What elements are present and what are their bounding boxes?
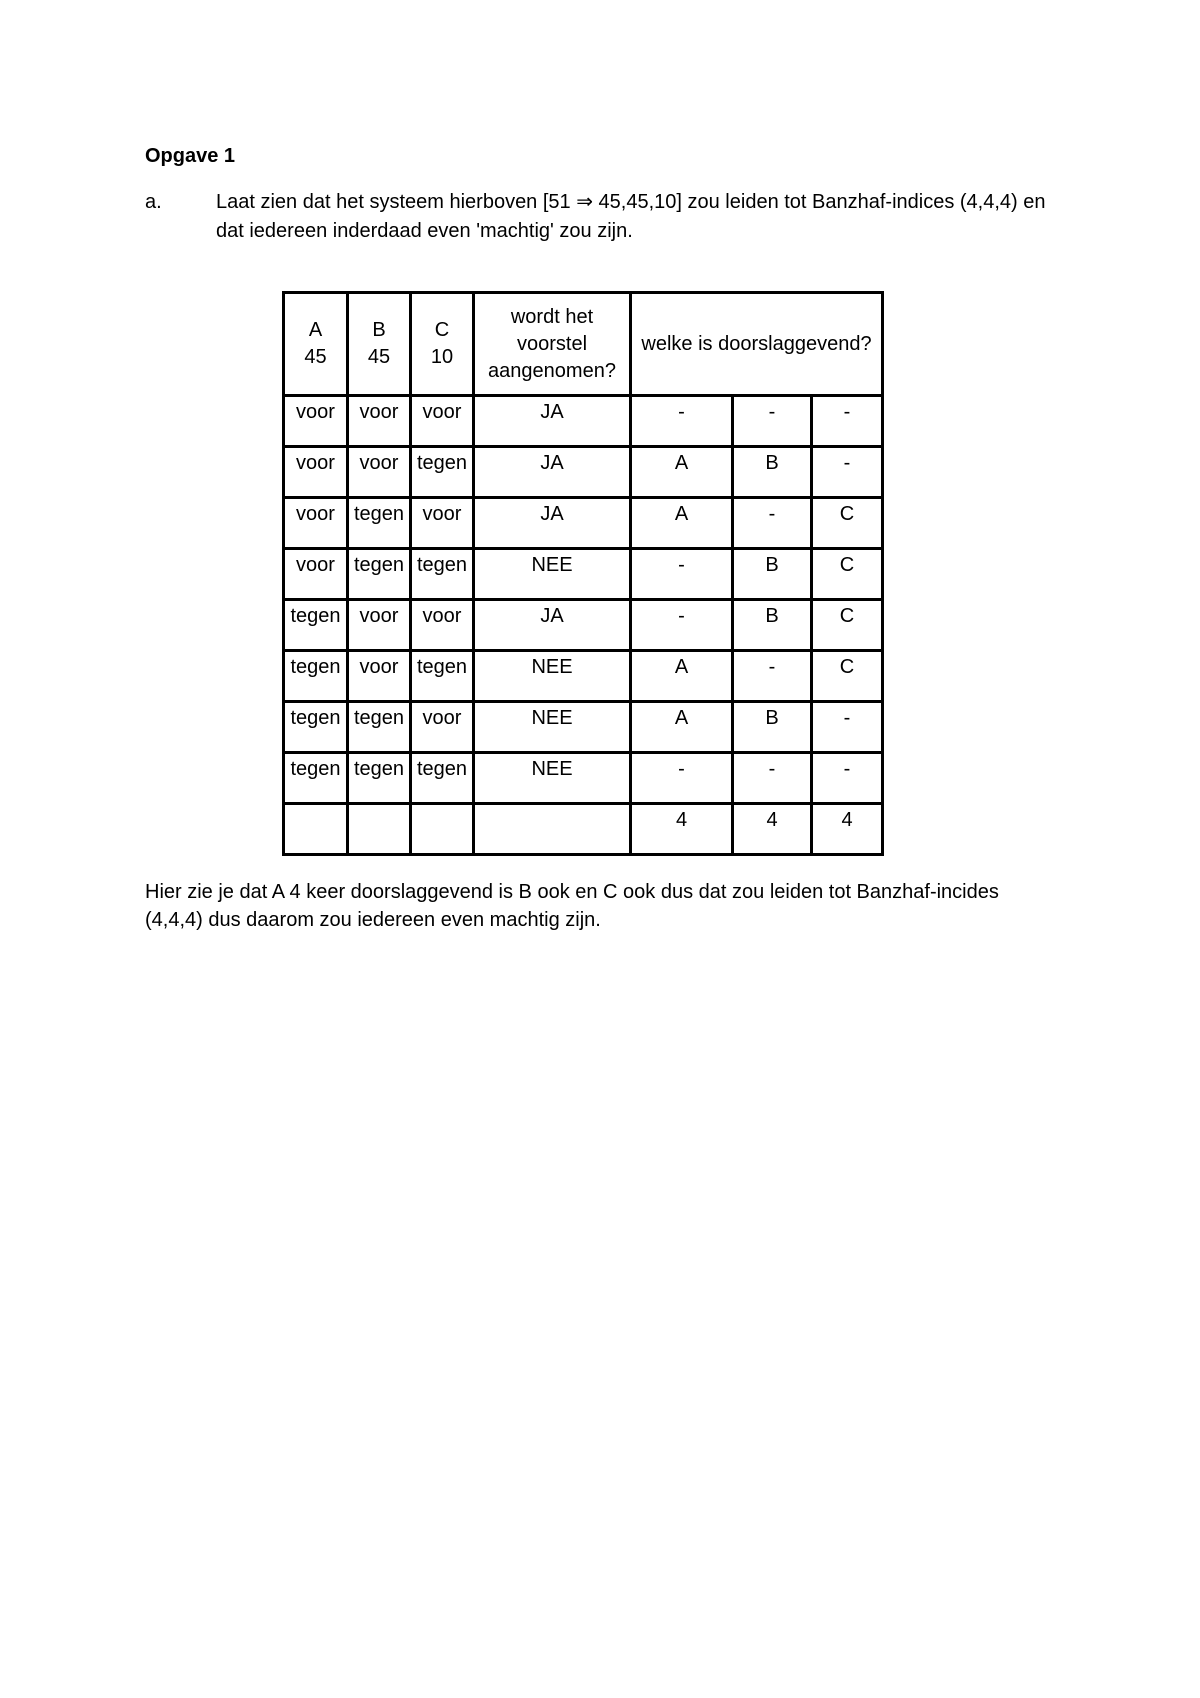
cell-decisive-b: - bbox=[733, 753, 812, 804]
total-vote-b bbox=[348, 804, 411, 855]
cell-decisive-c: - bbox=[812, 753, 883, 804]
cell-accepted: JA bbox=[474, 447, 631, 498]
table-row bbox=[284, 396, 883, 447]
cell-decisive-a: - bbox=[631, 549, 733, 600]
cell-vote-a: tegen bbox=[284, 753, 348, 804]
table-row bbox=[284, 753, 883, 804]
cell-vote-c: voor bbox=[411, 396, 474, 447]
cell-decisive-c: - bbox=[812, 447, 883, 498]
banzhaf-table bbox=[282, 291, 884, 856]
cell-decisive-c: C bbox=[812, 651, 883, 702]
cell-decisive-a: - bbox=[631, 753, 733, 804]
cell-vote-b: voor bbox=[348, 396, 411, 447]
cell-vote-b: voor bbox=[348, 651, 411, 702]
cell-vote-c: tegen bbox=[411, 549, 474, 600]
cell-accepted: NEE bbox=[474, 651, 631, 702]
cell-decisive-a: - bbox=[631, 396, 733, 447]
table-row bbox=[284, 600, 883, 651]
cell-vote-c: voor bbox=[411, 702, 474, 753]
cell-decisive-b: - bbox=[733, 498, 812, 549]
total-vote-a bbox=[284, 804, 348, 855]
cell-decisive-c: C bbox=[812, 600, 883, 651]
cell-decisive-a: A bbox=[631, 498, 733, 549]
cell-decisive-c: C bbox=[812, 498, 883, 549]
totals-row bbox=[284, 804, 883, 855]
cell-decisive-b: B bbox=[733, 702, 812, 753]
cell-accepted: JA bbox=[474, 600, 631, 651]
cell-decisive-b: - bbox=[733, 396, 812, 447]
cell-decisive-a: A bbox=[631, 651, 733, 702]
cell-vote-c: tegen bbox=[411, 651, 474, 702]
table-row bbox=[284, 549, 883, 600]
cell-decisive-b: B bbox=[733, 549, 812, 600]
cell-vote-a: tegen bbox=[284, 651, 348, 702]
cell-decisive-b: B bbox=[733, 600, 812, 651]
total-decisive-c: 4 bbox=[812, 804, 883, 855]
cell-accepted: JA bbox=[474, 396, 631, 447]
cell-decisive-c: - bbox=[812, 702, 883, 753]
header-b: B 45 bbox=[348, 293, 411, 396]
total-decisive-b: 4 bbox=[733, 804, 812, 855]
page-title: Opgave 1 bbox=[145, 145, 236, 167]
cell-accepted: JA bbox=[474, 498, 631, 549]
cell-vote-c: voor bbox=[411, 600, 474, 651]
cell-vote-c: voor bbox=[411, 498, 474, 549]
question-label: a. bbox=[145, 191, 162, 213]
header-c: C 10 bbox=[411, 293, 474, 396]
cell-vote-a: voor bbox=[284, 498, 348, 549]
cell-vote-b: tegen bbox=[348, 702, 411, 753]
total-decisive-a: 4 bbox=[631, 804, 733, 855]
total-vote-c bbox=[411, 804, 474, 855]
cell-accepted: NEE bbox=[474, 549, 631, 600]
cell-decisive-c: - bbox=[812, 396, 883, 447]
question-a bbox=[145, 188, 1075, 246]
cell-vote-a: tegen bbox=[284, 702, 348, 753]
cell-vote-b: tegen bbox=[348, 753, 411, 804]
cell-vote-a: tegen bbox=[284, 600, 348, 651]
cell-vote-a: voor bbox=[284, 447, 348, 498]
cell-decisive-b: - bbox=[733, 651, 812, 702]
cell-vote-a: voor bbox=[284, 396, 348, 447]
table-row bbox=[284, 498, 883, 549]
cell-vote-b: voor bbox=[348, 447, 411, 498]
cell-decisive-b: B bbox=[733, 447, 812, 498]
header-decisive: welke is doorslaggevend? bbox=[631, 293, 883, 396]
header-accepted: wordt het voorstel aangenomen? bbox=[474, 293, 631, 396]
cell-decisive-a: A bbox=[631, 702, 733, 753]
cell-vote-a: voor bbox=[284, 549, 348, 600]
table-row bbox=[284, 651, 883, 702]
cell-decisive-a: - bbox=[631, 600, 733, 651]
header-a: A 45 bbox=[284, 293, 348, 396]
cell-vote-b: tegen bbox=[348, 549, 411, 600]
total-accepted bbox=[474, 804, 631, 855]
cell-vote-c: tegen bbox=[411, 447, 474, 498]
conclusion-text: Hier zie je dat A 4 keer doorslaggevend is B ook en C ook dus dat zou leiden tot Banzhaf-incides (4,4,4) dus daarom zou iedereen even machtig zijn. bbox=[145, 881, 999, 931]
cell-vote-c: tegen bbox=[411, 753, 474, 804]
table-header-row bbox=[284, 293, 883, 396]
cell-accepted: NEE bbox=[474, 702, 631, 753]
question-text: Laat zien dat het systeem hierboven [51 ⇒ 45,45,10] zou leiden tot Banzhaf-indices (4,4,4) en dat iedereen inderdaad even 'machtig' zou zijn. bbox=[216, 191, 1046, 242]
table-row bbox=[284, 447, 883, 498]
cell-accepted: NEE bbox=[474, 753, 631, 804]
cell-decisive-a: A bbox=[631, 447, 733, 498]
cell-decisive-c: C bbox=[812, 549, 883, 600]
table-row bbox=[284, 702, 883, 753]
cell-vote-b: tegen bbox=[348, 498, 411, 549]
cell-vote-b: voor bbox=[348, 600, 411, 651]
